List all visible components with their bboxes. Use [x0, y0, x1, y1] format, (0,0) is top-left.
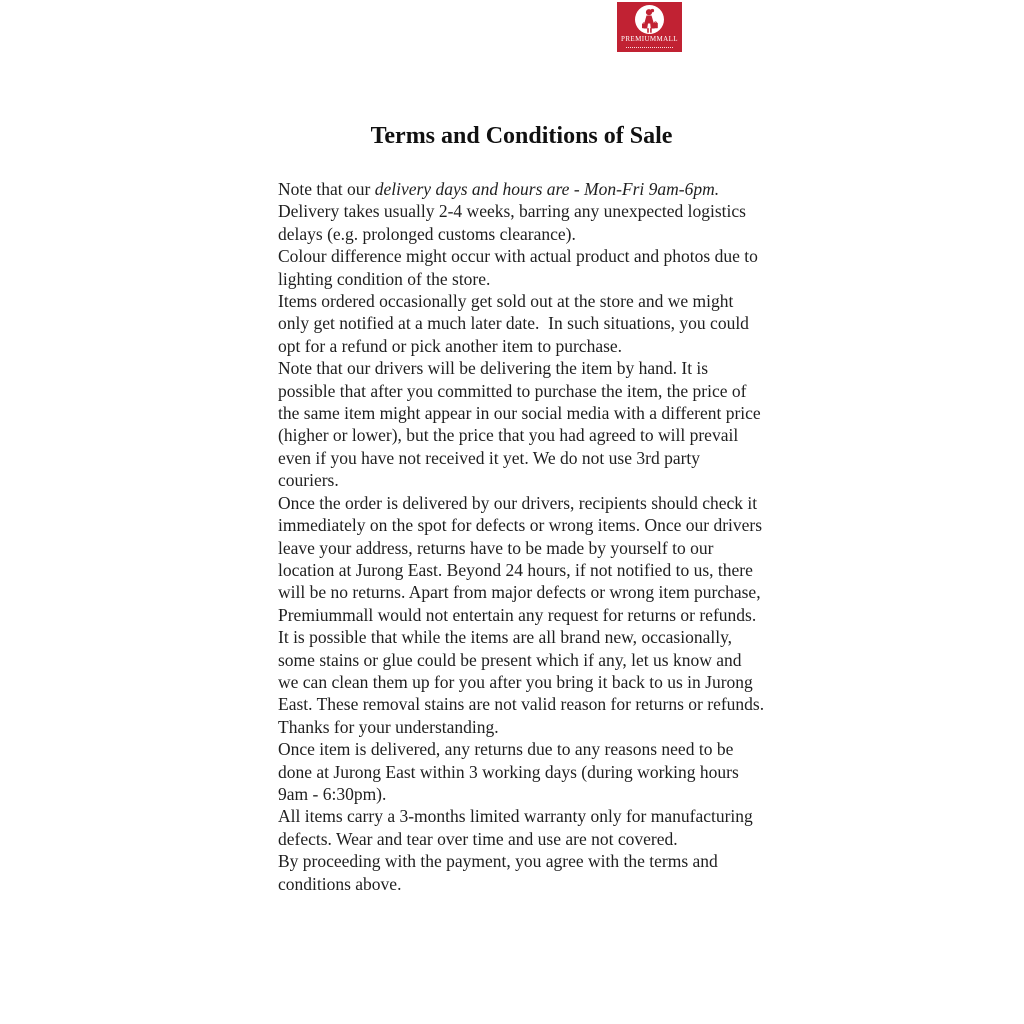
terms-body	[278, 178, 769, 895]
paragraph-delivery-days	[278, 178, 765, 200]
paragraph-returns-window: Once item is delivered, any returns due to any reasons need to be done at Jurong East within 3 working days (during working hours 9am - 6:30pm).	[278, 739, 744, 804]
page-title: Terms and Conditions of Sale	[370, 123, 673, 149]
italic-text: delivery days and hours are - Mon-Fri 9am-6pm.	[374, 179, 720, 199]
paragraph-colour-difference: Colour difference might occur with actual product and photos due to lighting condition of the store.	[278, 246, 763, 289]
logo-brand-text: PREMIUMMALL	[621, 35, 678, 43]
paragraph-hand-delivery-pricing: Note that our drivers will be delivering the item by hand. It is possible that after you committed to purchase the item, the price of the same item might appear in our social media with a different price (higher or lower), but the price that you had agreed to will prevail even if you have not received it yet. We do not use 3rd party couriers.	[278, 358, 766, 491]
paragraph-stains-glue: It is possible that while the items are all brand new, occasionally, some stains or glue could be present which if any, let us know and we can clean them up for you after you bring it back to us in Jurong East. These removal stains are not valid reason for returns or refunds. Thanks for your understanding.	[278, 627, 769, 737]
paragraph-returns-policy: Once the order is delivered by our drivers, recipients should check it immediately on the spot for defects or wrong items. Once our drivers leave your address, returns have to be made by yourself to our location at Jurong East. Beyond 24 hours, if not notified to us, there will be no returns. Apart from major defects or wrong item purchase, Premiummall would not entertain any request for returns or refunds.	[278, 492, 767, 625]
paragraph-agreement: By proceeding with the payment, you agree with the terms and conditions above.	[278, 851, 723, 894]
paragraph-lead: Note that our	[278, 179, 375, 199]
paragraph-delivery-time: Delivery takes usually 2-4 weeks, barring any unexpected logistics delays (e.g. prolonged customs clearance).	[278, 201, 751, 244]
premiummall-logo	[617, 2, 682, 52]
paragraph-warranty: All items carry a 3-months limited warranty only for manufacturing defects. Wear and tear over time and use are not covered.	[278, 806, 758, 849]
paragraph-sold-out: Items ordered occasionally get sold out at the store and we might only get notified at a much later date. In such situations, you could opt for a refund or pick another item to purchase.	[278, 291, 754, 356]
logo-tagline	[626, 47, 673, 48]
terms-document	[278, 123, 769, 895]
shopper-silhouette-icon	[635, 5, 664, 34]
